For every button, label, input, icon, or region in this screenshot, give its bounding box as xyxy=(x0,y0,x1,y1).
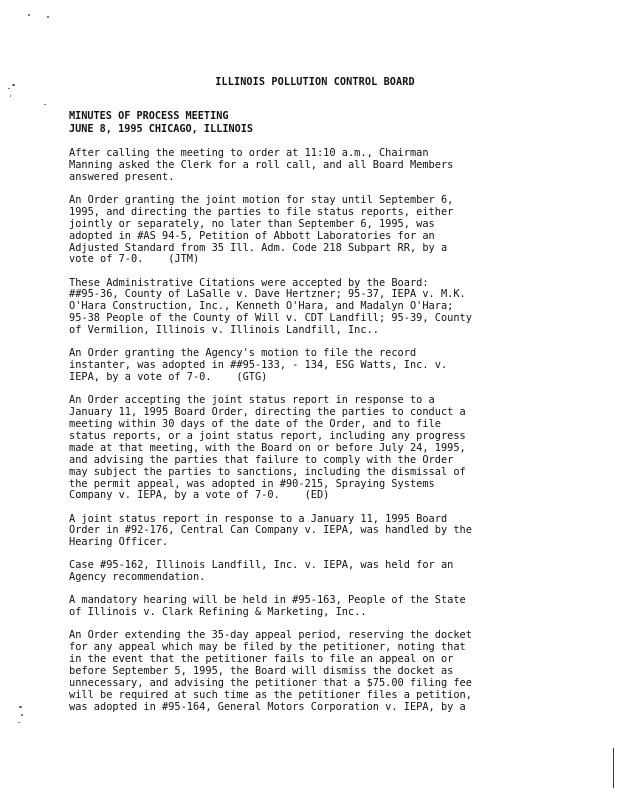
minutes-paragraph xyxy=(69,595,549,619)
paragraph-line: vote of 7-0. (JTM) xyxy=(69,253,200,266)
paragraph-line: for any appeal which may be filed by the petitioner, noting that xyxy=(69,641,466,654)
scan-speck xyxy=(8,88,10,89)
paragraph-line: jointly or separately, no later than September 6, 1995, was xyxy=(69,217,435,230)
meeting-date-place: JUNE 8, 1995 CHICAGO, ILLINOIS xyxy=(69,123,254,135)
scan-speck xyxy=(10,95,11,97)
paragraph-line: An Order granting the joint motion for stay until September 6, xyxy=(69,193,454,206)
scan-speck xyxy=(28,14,30,16)
scan-speck xyxy=(47,16,49,18)
paragraph-line: Order in #92-176, Central Can Company v. IEPA, was handled by the xyxy=(69,524,472,537)
paragraph-line: 1995, and directing the parties to file status reports, either xyxy=(69,205,454,218)
paragraph-line: before September 5, 1995, the Board will dismiss the docket as xyxy=(69,665,454,678)
paragraph-line: An Order granting the Agency's motion to file the record xyxy=(69,347,417,360)
paragraph-line: IEPA, by a vote of 7-0. (GTG) xyxy=(69,371,268,384)
paragraph-line: was adopted in #95-164, General Motors Corporation v. IEPA, by a xyxy=(69,700,466,713)
paragraph-line: Company v. IEPA, by a vote of 7-0. (ED) xyxy=(69,489,330,502)
scan-edge-mark xyxy=(613,748,614,788)
paragraph-line: An Order accepting the joint status report in response to a xyxy=(69,394,435,407)
meeting-title: MINUTES OF PROCESS MEETING xyxy=(69,111,229,122)
paragraph-line: Hearing Officer. xyxy=(69,536,169,549)
paragraph-line: meeting within 30 days of the date of the Order, and to file xyxy=(69,417,441,430)
paragraph-line: Agency recommendation. xyxy=(69,571,206,584)
paragraph-line: ##95-36, County of LaSalle v. Dave Hertzner; 95-37, IEPA v. M.K. xyxy=(69,288,466,301)
minutes-paragraph xyxy=(69,278,549,338)
minutes-paragraph xyxy=(69,395,549,502)
paragraph-line: After calling the meeting to order at 11:10 a.m., Chairman xyxy=(69,147,429,159)
scan-speck xyxy=(21,714,23,716)
paragraph-line: will be required at such time as the petitioner files a petition, xyxy=(69,688,472,701)
paragraph-line: 95-38 People of the County of Will v. CDT Landfill; 95-39, County xyxy=(69,312,472,325)
minutes-body xyxy=(69,148,549,725)
paragraph-line: adopted in #AS 94-5, Petition of Abbott Laboratories for an xyxy=(69,229,435,242)
paragraph-line: answered present. xyxy=(69,170,175,183)
paragraph-line: may subject the parties to sanctions, including the dismissal of xyxy=(69,465,466,478)
paragraph-line: A joint status report in response to a January 11, 1995 Board xyxy=(69,512,448,525)
scan-speck xyxy=(19,706,22,708)
paragraph-line: status reports, or a joint status report, including any progress xyxy=(69,429,466,442)
paragraph-line: O'Hara Construction, Inc., Kenneth O'Hara, and Madalyn O'Hara; xyxy=(69,300,454,313)
paragraph-line: unnecessary, and advising the petitioner that a $75.00 filing fee xyxy=(69,677,472,690)
paragraph-line: A mandatory hearing will be held in #95-163, People of the State xyxy=(69,594,466,607)
meeting-title-block xyxy=(69,111,253,136)
paragraph-line: instanter, was adopted in ##95-133, - 134, ESG Watts, Inc. v. xyxy=(69,359,448,372)
minutes-paragraph xyxy=(69,560,549,584)
paragraph-line: Case #95-162, Illinois Landfill, Inc. v. IEPA, was held for an xyxy=(69,559,454,572)
scan-speck xyxy=(18,722,20,723)
minutes-paragraph xyxy=(69,630,549,713)
paragraph-line: of Vermilion, Illinois v. Illinois Landfill, Inc.. xyxy=(69,324,379,337)
paragraph-line: of Illinois v. Clark Refining & Marketing, Inc.. xyxy=(69,606,367,619)
paragraph-line: An Order extending the 35-day appeal period, reserving the docket xyxy=(69,629,472,642)
paragraph-line: made at that meeting, with the Board on or before July 24, 1995, xyxy=(69,441,466,454)
board-name-heading: ILLINOIS POLLUTION CONTROL BOARD xyxy=(215,77,415,88)
scan-speck xyxy=(44,104,46,105)
paragraph-line: the permit appeal, was adopted in #90-215, Spraying Systems xyxy=(69,477,435,490)
paragraph-line: Adjusted Standard from 35 Ill. Adm. Code 218 Subpart RR, by a xyxy=(69,241,448,254)
paragraph-line: January 11, 1995 Board Order, directing the parties to conduct a xyxy=(69,406,466,419)
paragraph-line: Manning asked the Clerk for a roll call, and all Board Members xyxy=(69,158,454,171)
paragraph-line: and advising the parties that failure to comply with the Order xyxy=(69,453,454,466)
minutes-paragraph xyxy=(69,348,549,384)
minutes-paragraph xyxy=(69,148,549,184)
minutes-paragraph xyxy=(69,514,549,550)
paragraph-line: in the event that the petitioner fails to file an appeal on or xyxy=(69,653,454,666)
paragraph-line: These Administrative Citations were accepted by the Board: xyxy=(69,276,429,289)
minutes-paragraph xyxy=(69,195,549,266)
